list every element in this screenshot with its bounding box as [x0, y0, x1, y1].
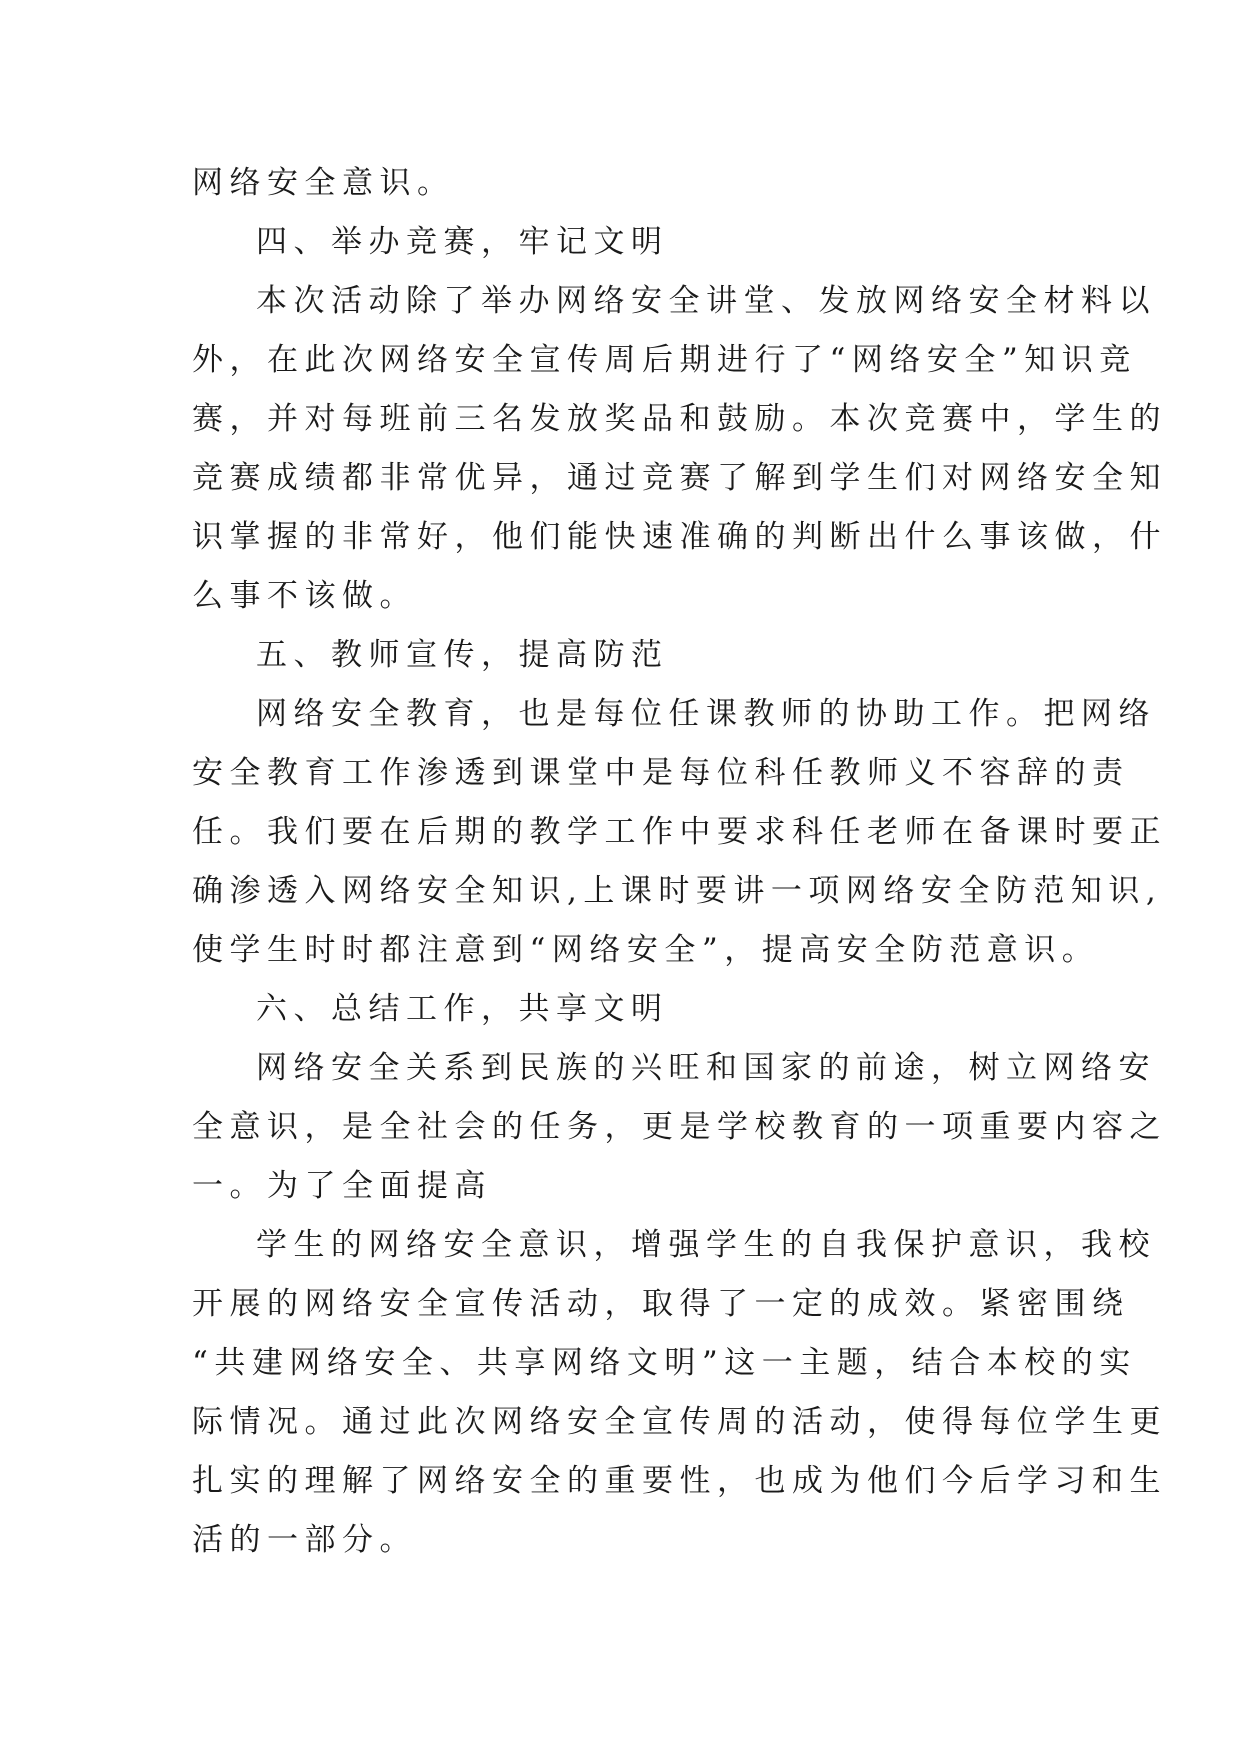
paragraph-line: 任。我们要在后期的教学工作中要求科任老师在备课时要正: [192, 814, 1167, 850]
paragraph-line: 竞赛成绩都非常优异，通过竞赛了解到学生们对网络安全知: [192, 460, 1167, 496]
paragraph-line: 网络安全关系到民族的兴旺和国家的前途，树立网络安: [256, 1050, 1156, 1086]
paragraph-line: 识掌握的非常好，他们能快速准确的判断出什么事该做，什: [192, 519, 1167, 555]
paragraph-line: “共建网络安全、共享网络文明”这一主题，结合本校的实: [192, 1345, 1137, 1381]
paragraph-line: 赛，并对每班前三名发放奖品和鼓励。本次竞赛中，学生的: [192, 401, 1167, 437]
paragraph-line: 使学生时时都注意到“网络安全”，提高安全防范意识。: [192, 932, 1100, 968]
paragraph-line: 扎实的理解了网络安全的重要性，也成为他们今后学习和生: [192, 1463, 1167, 1499]
paragraph-line: 么事不该做。: [192, 578, 417, 614]
paragraph-line: 确渗透入网络安全知识,上课时要讲一项网络安全防范知识,: [192, 873, 1163, 909]
paragraph-line: 安全教育工作渗透到课堂中是每位科任教师义不容辞的责: [192, 755, 1130, 791]
paragraph-line: 本次活动除了举办网络安全讲堂、发放网络安全材料以: [256, 283, 1156, 319]
paragraph-line: 开展的网络安全宣传活动，取得了一定的成效。紧密围绕: [192, 1286, 1130, 1322]
section-heading-5: 五、教师宣传，提高防范: [256, 637, 669, 673]
paragraph-line: 网络安全教育，也是每位任课教师的协助工作。把网络: [256, 696, 1156, 732]
paragraph-line: 网络安全意识。: [192, 165, 455, 201]
paragraph-line: 外，在此次网络安全宣传周后期进行了“网络安全”知识竞: [192, 342, 1137, 378]
paragraph-line: 一。为了全面提高: [192, 1168, 492, 1204]
paragraph-line: 际情况。通过此次网络安全宣传周的活动，使得每位学生更: [192, 1404, 1167, 1440]
document-page: [192, 154, 1167, 1570]
section-heading-6: 六、总结工作，共享文明: [256, 991, 669, 1027]
section-heading-4: 四、举办竞赛，牢记文明: [256, 224, 669, 260]
paragraph-line: 活的一部分。: [192, 1522, 417, 1558]
paragraph-line: 全意识，是全社会的任务，更是学校教育的一项重要内容之: [192, 1109, 1167, 1145]
paragraph-line: 学生的网络安全意识，增强学生的自我保护意识，我校: [256, 1227, 1156, 1263]
